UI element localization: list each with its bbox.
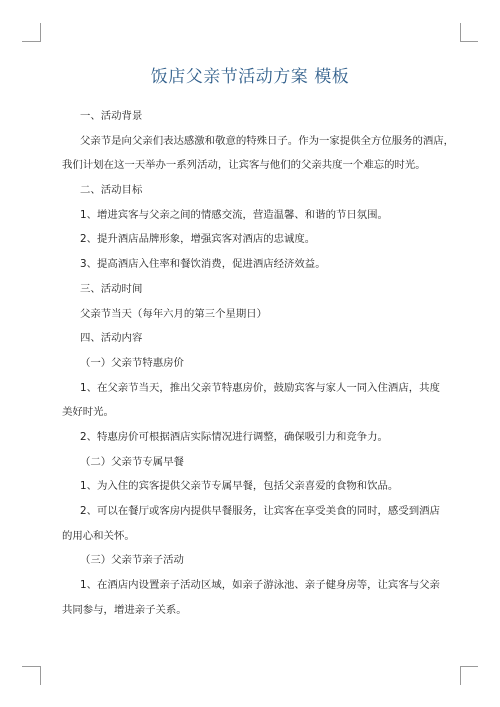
crop-mark-top-left — [22, 41, 40, 42]
crop-mark-bottom-left — [22, 666, 40, 667]
crop-mark-top-left — [40, 23, 41, 42]
paragraph-line: 1、在父亲节当天，推出父亲节特惠房价，鼓励宾客与家人一同入住酒店，共度 — [80, 381, 440, 394]
paragraph-line: 美好时光。 — [62, 406, 114, 419]
crop-mark-bottom-right — [460, 666, 478, 667]
paragraph-line: （二）父亲节专属早餐 — [80, 455, 184, 468]
crop-mark-bottom-right — [460, 666, 461, 685]
paragraph-line: 我们计划在这一天举办一系列活动，让宾客与他们的父亲共度一个难忘的时光。 — [62, 159, 426, 172]
document-title: 饭店父亲节活动方案 模板 — [150, 67, 350, 87]
crop-mark-top-right — [460, 23, 461, 42]
paragraph-line: 1、在酒店内设置亲子活动区域，如亲子游泳池、亲子健身房等，让宾客与父亲 — [80, 579, 440, 592]
paragraph-line: 3、提高酒店入住率和餐饮消费，促进酒店经济效益。 — [80, 258, 326, 271]
paragraph-line: 2、提升酒店品牌形象，增强宾客对酒店的忠诚度。 — [80, 233, 316, 246]
paragraph-line: 2、特惠房价可根据酒店实际情况进行调整，确保吸引力和竞争力。 — [80, 430, 388, 443]
paragraph-line: 的用心和关怀。 — [62, 529, 135, 542]
paragraph-line: 1、为入住的宾客提供父亲节专属早餐，包括父亲喜爱的食物和饮品。 — [80, 480, 399, 493]
paragraph-line: 三、活动时间 — [80, 282, 143, 295]
paragraph-line: 一、活动背景 — [80, 110, 143, 122]
crop-mark-top-right — [460, 41, 478, 42]
paragraph-line: 四、活动内容 — [80, 332, 143, 345]
crop-mark-bottom-left — [40, 666, 41, 685]
paragraph-line: 二、活动目标 — [80, 184, 143, 197]
paragraph-line: （三）父亲节亲子活动 — [80, 554, 184, 567]
paragraph-line: 2、可以在餐厅或客房内提供早餐服务，让宾客在享受美食的同时，感受到酒店 — [80, 505, 440, 517]
paragraph-line: 1、增进宾客与父亲之间的情感交流，营造温馨、和谐的节日氛围。 — [80, 208, 388, 221]
paragraph-line: （一）父亲节特惠房价 — [80, 356, 184, 369]
paragraph-line: 父亲节当天（每年六月的第三个星期日） — [80, 307, 268, 320]
paragraph-line: 父亲节是向父亲们表达感激和敬意的特殊日子。作为一家提供全方位服务的酒店， — [80, 134, 455, 147]
paragraph-line: 共同参与，增进亲子关系。 — [62, 603, 187, 616]
document-body — [62, 104, 455, 622]
